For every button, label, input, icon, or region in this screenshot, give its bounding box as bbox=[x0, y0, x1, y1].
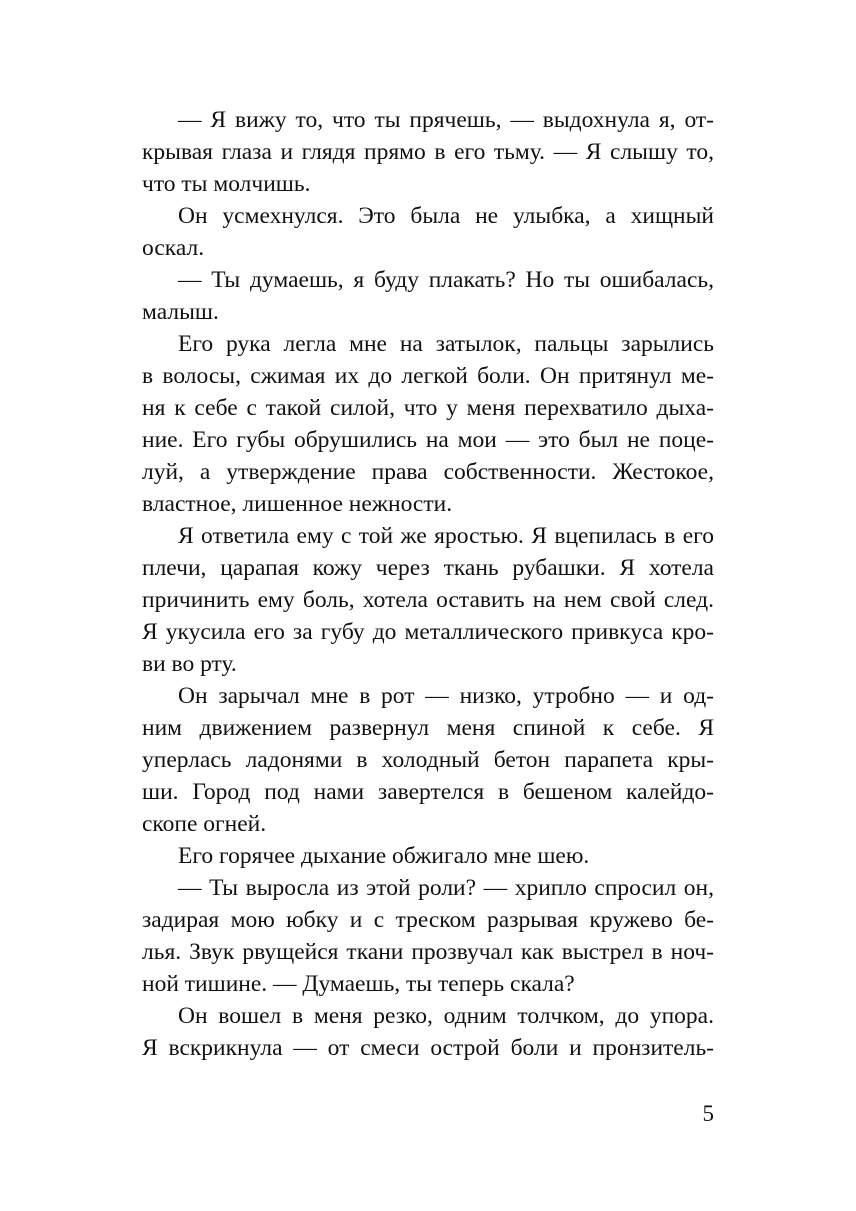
text-line: Его рука легла мне на затылок, пальцы зарылись bbox=[178, 331, 714, 357]
text-line: задирая мою юбку и с треском разрывая кружево бе- bbox=[142, 907, 714, 933]
text-line: Он вошел в меня резко, одним толчком, до упора. bbox=[178, 1003, 714, 1029]
text-line: причинить ему боль, хотела оставить на нем свой след. bbox=[142, 587, 714, 613]
text-line: — Ты думаешь, я буду плакать? Но ты ошибалась, bbox=[178, 267, 714, 293]
text-line: ним движением развернул меня спиной к себе. Я bbox=[142, 715, 714, 741]
text-line: — Ты выросла из этой роли? — хрипло спросил он, bbox=[178, 875, 714, 901]
text-line: Я укусила его за губу до металлического привкуса кро- bbox=[142, 619, 714, 645]
page-number: 5 bbox=[702, 1101, 714, 1126]
text-line: ня к себе с такой силой, что у меня перехватило дыха- bbox=[142, 395, 714, 421]
text-line: малыш. bbox=[142, 299, 219, 325]
text-line: ной тишине. — Думаешь, ты теперь скала? bbox=[142, 971, 575, 997]
text-line: ние. Его губы обрушились на мои — это был не поце- bbox=[142, 427, 714, 453]
text-line: Его горячее дыхание обжигало мне шею. bbox=[178, 843, 590, 869]
text-line: Я ответила ему с той же яростью. Я вцепилась в его bbox=[178, 523, 714, 549]
text-line: крывая глаза и глядя прямо в его тьму. — Я слышу то, bbox=[142, 139, 714, 165]
text-line: лья. Звук рвущейся ткани прозвучал как выстрел в ноч- bbox=[142, 939, 714, 965]
text-line: Он зарычал мне в рот — низко, утробно — и од- bbox=[178, 683, 714, 709]
text-line: уперлась ладонями в холодный бетон парапета кры- bbox=[142, 747, 714, 773]
text-line: что ты молчишь. bbox=[142, 171, 311, 197]
text-line: — Я вижу то, что ты прячешь, — выдохнула я, от- bbox=[178, 107, 714, 133]
text-line: ви во рту. bbox=[142, 651, 237, 677]
text-line: луй, а утверждение права собственности. Жестокое, bbox=[142, 459, 714, 485]
text-line: скопе огней. bbox=[142, 811, 267, 837]
text-line: Он усмехнулся. Это была не улыбка, а хищный bbox=[178, 203, 714, 229]
text-line: Я вскрикнула — от смеси острой боли и пронзитель- bbox=[142, 1035, 714, 1061]
text-line: в волосы, сжимая их до легкой боли. Он притянул ме- bbox=[142, 363, 714, 389]
text-line: плечи, царапая кожу через ткань рубашки. Я хотела bbox=[142, 555, 714, 581]
text-line: ши. Город под нами завертелся в бешеном калейдо- bbox=[142, 779, 714, 805]
text-line: властное, лишенное нежности. bbox=[142, 491, 453, 517]
text-line: оскал. bbox=[142, 235, 205, 261]
